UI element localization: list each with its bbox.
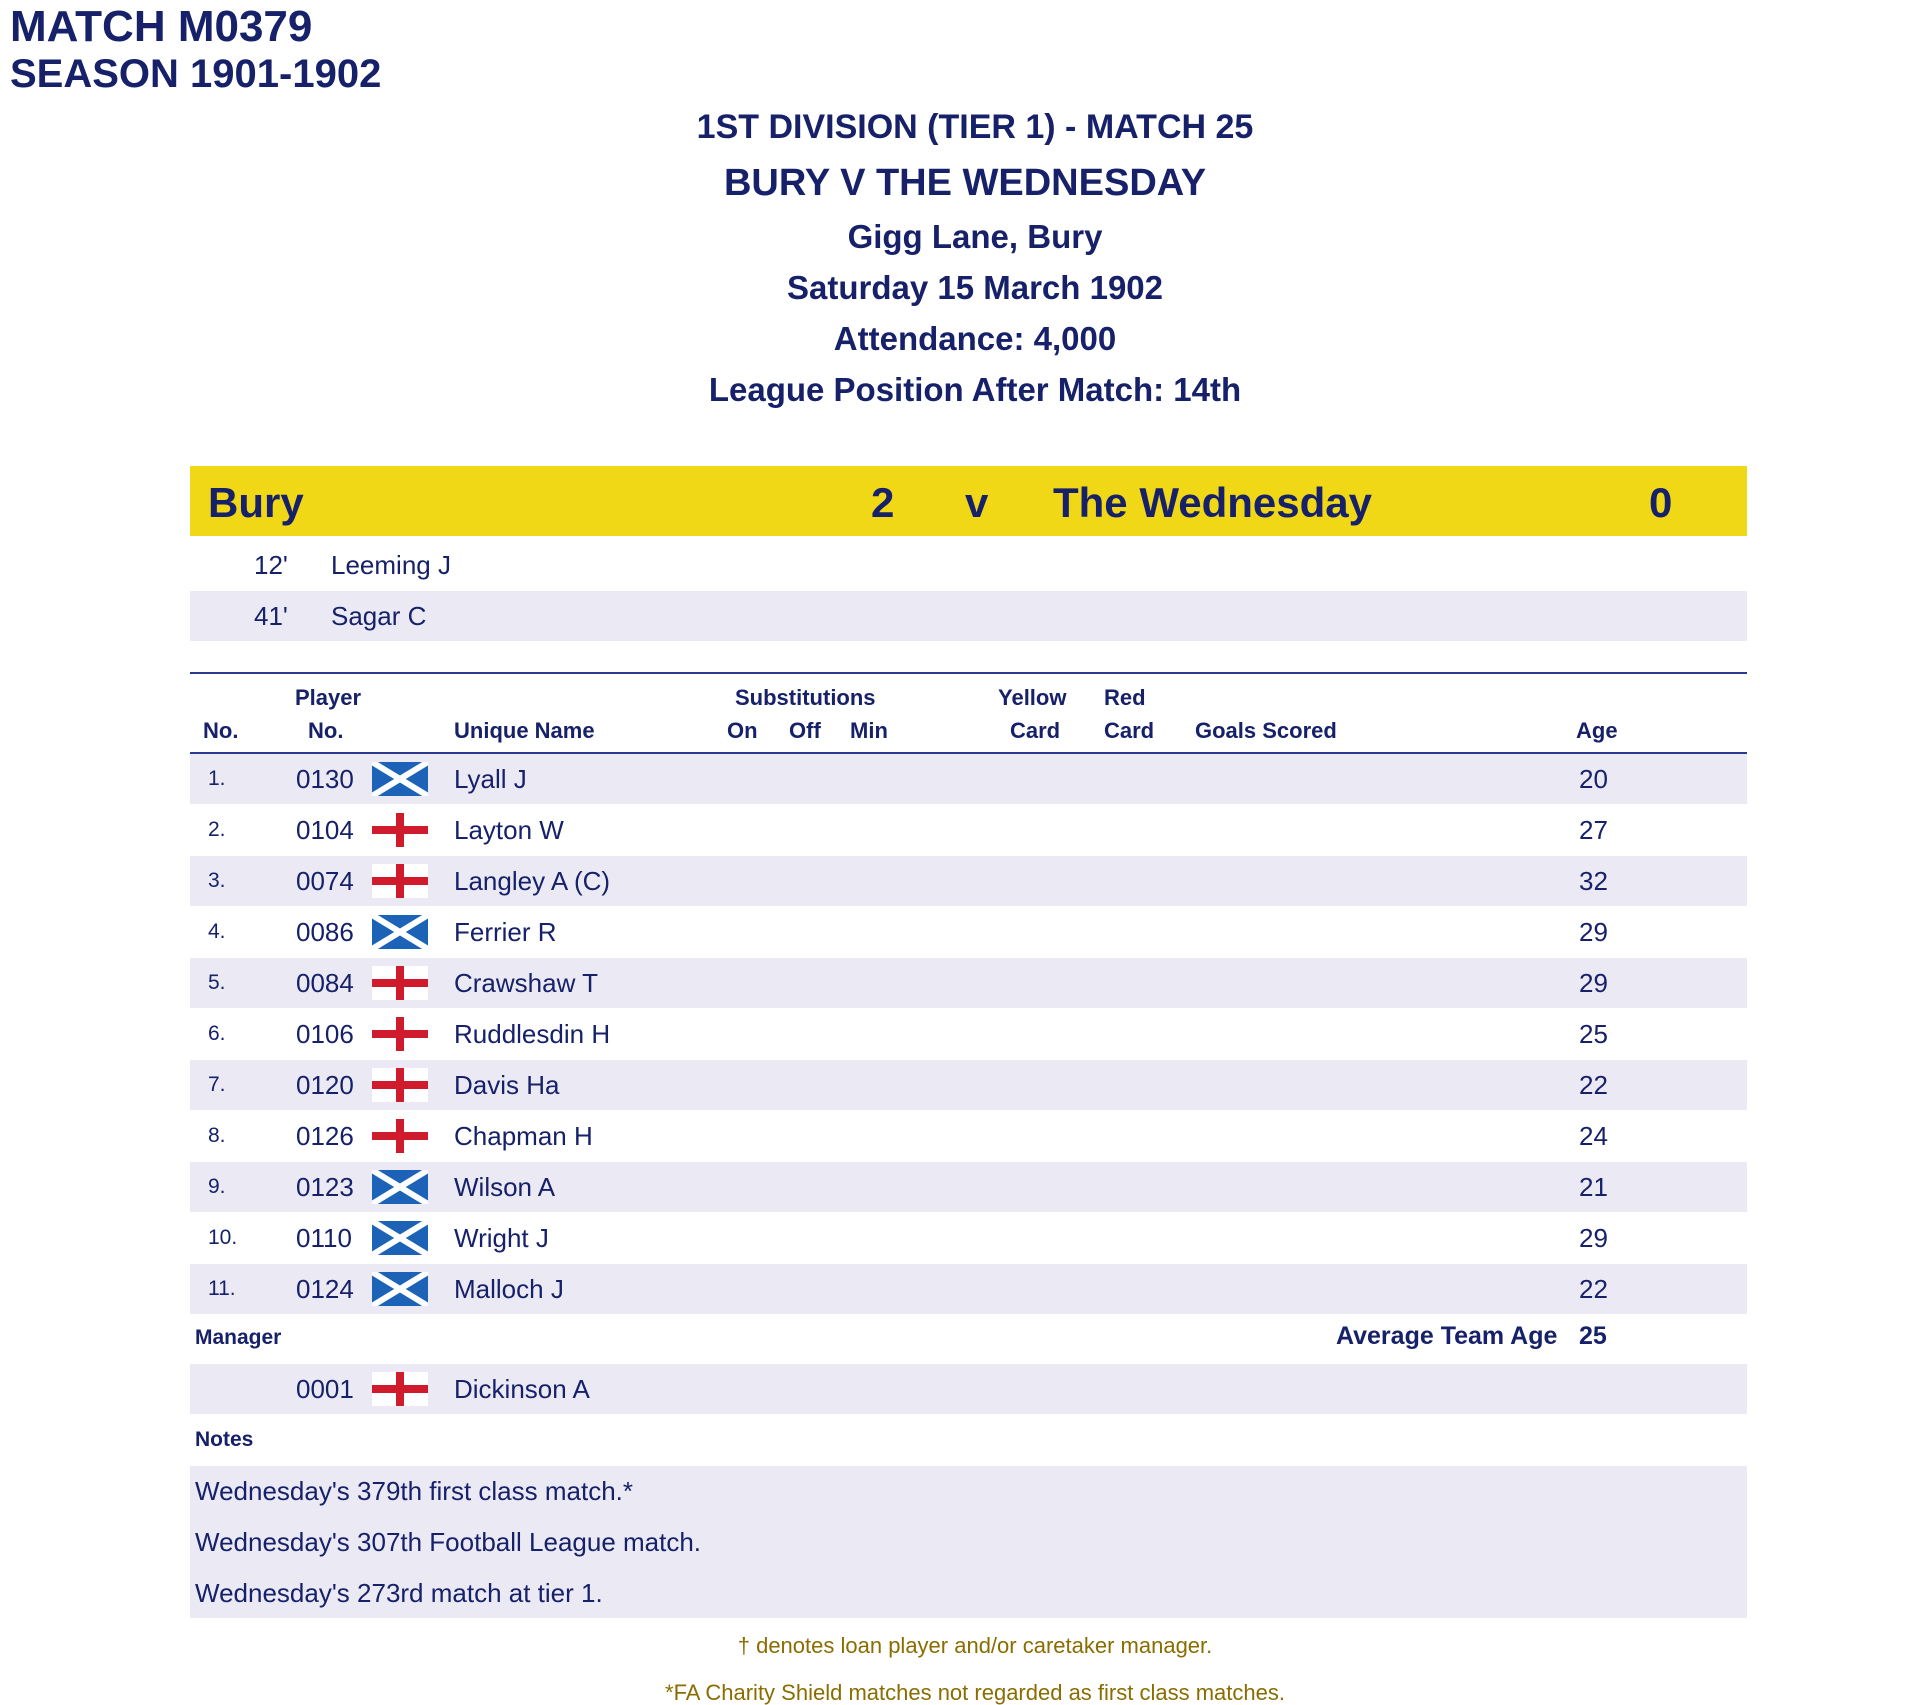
shirt-number: 7. [208,1073,226,1096]
match-code: MATCH M0379 [10,2,313,51]
player-row [190,1111,1747,1161]
loan-footnote: † denotes loan player and/or caretaker manager. [737,1633,1213,1658]
shirt-number: 6. [208,1022,226,1045]
sub-on-header: On [727,718,758,743]
player-number: 0104 [296,815,354,845]
note-item: Wednesday's 307th Football League match. [195,1527,702,1557]
note-item: Wednesday's 273rd match at tier 1. [195,1578,603,1608]
player-age: 21 [1579,1172,1608,1202]
attendance: Attendance: 4,000 [833,320,1117,357]
goal-row [190,540,1747,590]
player-name: Chapman H [454,1121,593,1151]
average-age-value: 25 [1579,1322,1607,1350]
player-name: Langley A (C) [454,866,611,896]
player-age: 22 [1579,1070,1608,1100]
england-flag-icon [372,1068,428,1102]
player-no-header: No. [308,718,344,743]
player-name: Wilson A [454,1172,556,1202]
player-no-header: Player [295,685,362,710]
england-flag-icon [372,966,428,1000]
red-card-header: Red [1104,685,1146,710]
yellow-card-header: Yellow [998,685,1067,710]
match-date: Saturday 15 March 1902 [786,269,1164,306]
divider [190,672,1747,674]
player-name: Lyall J [454,764,527,794]
england-flag-icon [372,1372,428,1406]
charity-footnote: *FA Charity Shield matches not regarded as first class matches. [665,1680,1285,1705]
player-number: 0106 [296,1019,354,1049]
substitutions-header: Substitutions [735,685,876,710]
player-name: Layton W [454,815,564,845]
average-age-label: Average Team Age [1336,1322,1558,1350]
player-name: Crawshaw T [454,968,599,998]
player-number: 0120 [296,1070,354,1100]
player-number: 0084 [296,968,354,998]
scotland-flag-icon [372,915,428,949]
red-card-header: Card [1104,718,1155,743]
scotland-flag-icon [372,1170,428,1204]
shirt-number: 10. [208,1226,238,1249]
home-goals: 2 [871,479,895,526]
manager-number: 0001 [296,1374,354,1404]
player-age: 32 [1579,866,1608,896]
player-row [190,1009,1747,1059]
shirt-number: 11. [208,1277,236,1300]
player-name: Ruddlesdin H [454,1019,611,1049]
player-number: 0110 [296,1223,352,1253]
yellow-card-header: Card [1010,718,1061,743]
player-age: 29 [1579,1223,1608,1253]
away-goals: 0 [1649,479,1673,526]
player-row [190,856,1747,906]
goal-scorer: Sagar C [331,601,427,631]
sub-min-header: Min [850,718,888,743]
notes-panel [190,1466,1747,1618]
player-number: 0086 [296,917,354,947]
shirt-number: 2. [208,818,226,841]
score-banner [190,466,1747,536]
england-flag-icon [372,813,428,847]
player-name: Wright J [454,1223,549,1253]
player-age: 20 [1579,764,1608,794]
player-name: Malloch J [454,1274,564,1304]
player-row [190,754,1747,804]
fixture-title: BURY V THE WEDNESDAY [723,162,1207,204]
scotland-flag-icon [372,762,428,796]
scotland-flag-icon [372,1272,428,1306]
shirt-number: 5. [208,971,226,994]
england-flag-icon [372,1119,428,1153]
player-number: 0124 [296,1274,354,1304]
home-team: Bury [208,479,304,526]
goal-minute: 41' [254,601,288,631]
player-age: 25 [1579,1019,1608,1049]
unique-name-header: Unique Name [454,718,595,743]
player-age: 29 [1579,917,1608,947]
league-position: League Position After Match: 14th [708,371,1242,408]
note-item: Wednesday's 379th first class match.* [195,1476,634,1506]
age-header: Age [1576,718,1618,743]
venue: Gigg Lane, Bury [847,218,1103,255]
versus: v [965,479,989,526]
shirt-number: 3. [208,869,226,892]
player-number: 0126 [296,1121,354,1151]
england-flag-icon [372,1017,428,1051]
goal-row [190,591,1747,641]
goal-minute: 12' [254,550,288,580]
shirt-number: 4. [208,920,226,943]
scotland-flag-icon [372,1221,428,1255]
player-row [190,1213,1747,1263]
player-age: 24 [1579,1121,1608,1151]
manager-row [190,1364,1747,1414]
player-row [190,958,1747,1008]
player-number: 0130 [296,764,354,794]
away-team: The Wednesday [1053,479,1372,526]
player-number: 0123 [296,1172,354,1202]
player-number: 0074 [296,866,354,896]
player-row [190,1162,1747,1212]
player-row [190,907,1747,957]
player-row [190,805,1747,855]
england-flag-icon [372,864,428,898]
no-header: No. [203,718,239,743]
notes-label: Notes [195,1428,254,1451]
player-age: 22 [1579,1274,1608,1304]
competition-title: 1ST DIVISION (TIER 1) - MATCH 25 [696,108,1254,146]
goal-scorer: Leeming J [331,550,451,580]
goals-scored-header: Goals Scored [1195,718,1337,743]
manager-label: Manager [195,1326,282,1349]
player-name: Ferrier R [454,917,557,947]
player-row [190,1060,1747,1110]
shirt-number: 1. [208,767,226,790]
shirt-number: 9. [208,1175,226,1198]
season-title: SEASON 1901-1902 [10,52,382,96]
sub-off-header: Off [789,718,821,743]
manager-name: Dickinson A [454,1374,590,1404]
player-age: 27 [1579,815,1608,845]
player-row [190,1264,1747,1314]
shirt-number: 8. [208,1124,226,1147]
player-age: 29 [1579,968,1608,998]
player-name: Davis Ha [454,1070,560,1100]
